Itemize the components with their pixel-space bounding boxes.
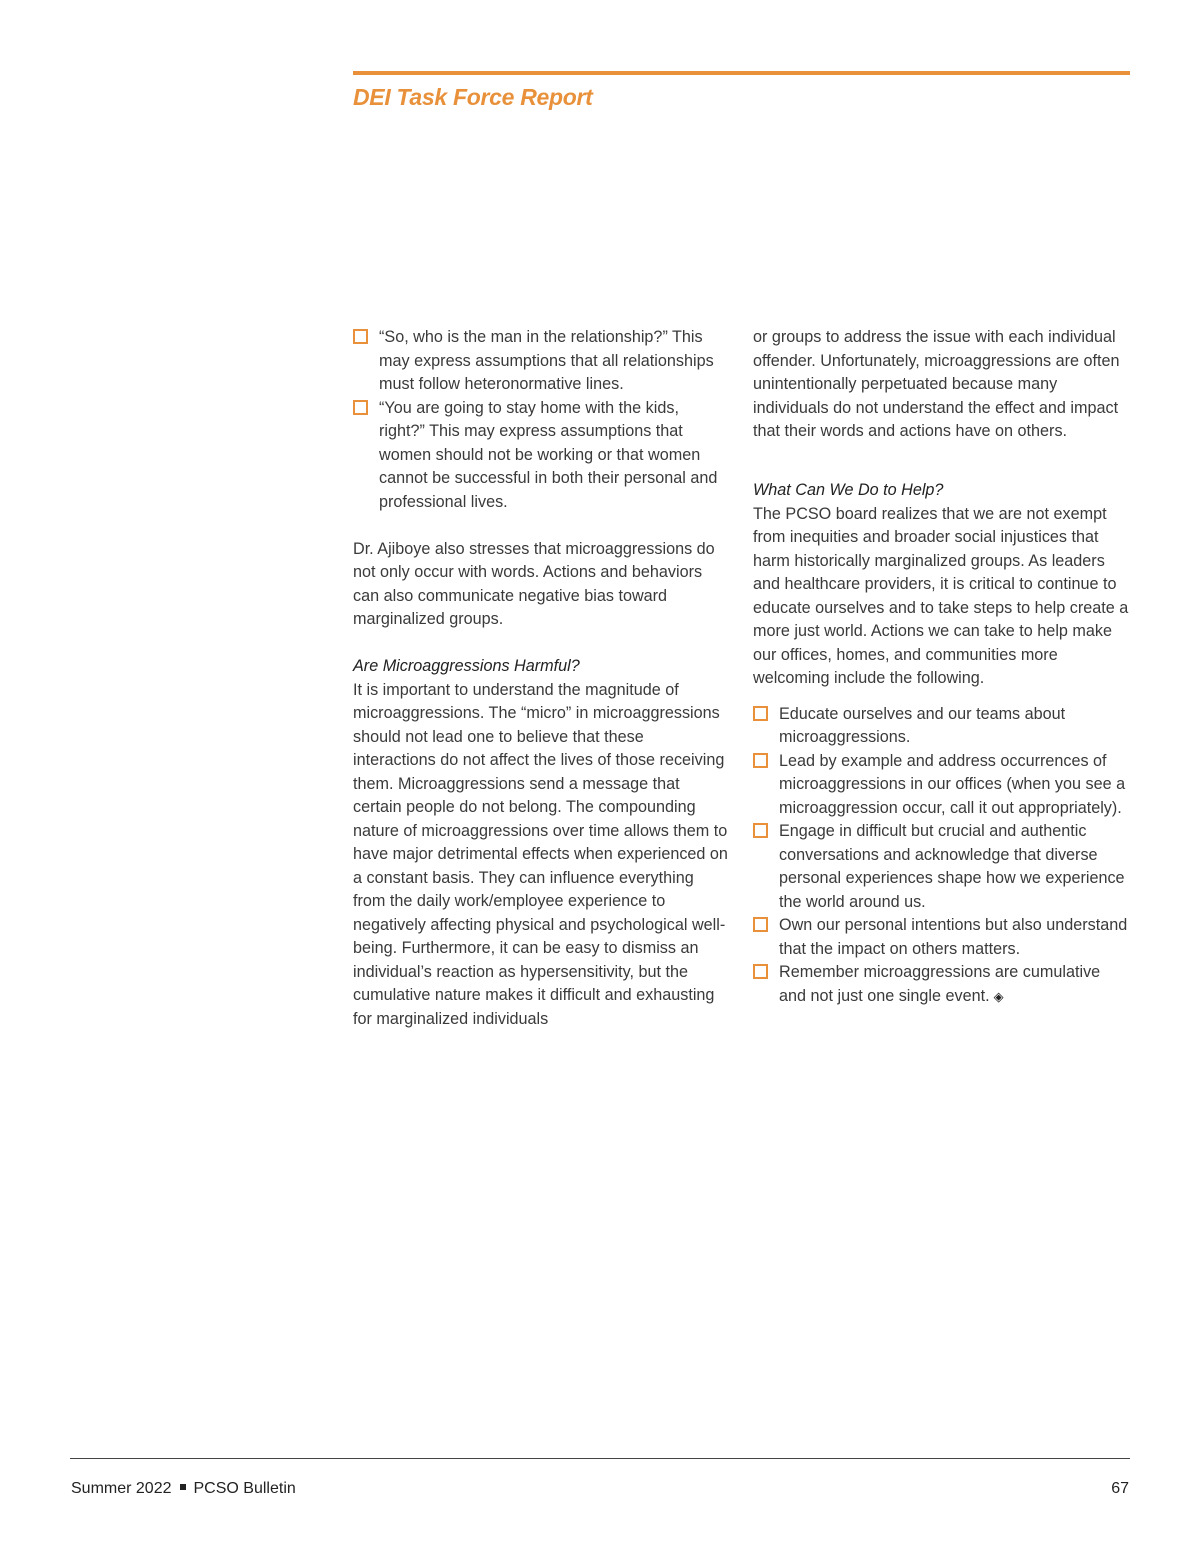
list-item-text: Remember microaggressions are cumulative and not just one single event. <box>779 963 1101 1005</box>
footer-issue: Summer 2022 <box>71 1480 172 1497</box>
list-item <box>753 820 1130 914</box>
list-item <box>753 703 1130 750</box>
list-item-text: Engage in difficult but crucial and authentic conversations and acknowledge that diverse personal experiences shape how we experience the world around us. <box>779 822 1125 911</box>
list-item-text: Educate ourselves and our teams about microaggressions. <box>779 704 1066 746</box>
checkbox-icon <box>753 964 768 979</box>
list-item-text: “So, who is the man in the relationship?” This may express assumptions that all relationships must follow heteronormative lines. <box>379 328 714 393</box>
report-title: DEI Task Force Report <box>353 84 593 110</box>
end-of-article-icon: ◈ <box>993 988 1004 1004</box>
footer-rule <box>70 1458 1130 1459</box>
checkbox-icon <box>753 823 768 838</box>
page-number: 67 <box>1111 1480 1129 1497</box>
left-checklist <box>353 326 728 514</box>
checkbox-icon <box>753 753 768 768</box>
body-paragraph: It is important to understand the magnitude of microaggressions. The “micro” in microaggressions should not lead one to believe that these interactions do not affect the lives of those receiving them. Microaggressions send a message that certain people do not belong. The compounding nature of microaggressions over time allows them to have major detrimental effects when experienced on a constant basis. They can influence everything from the daily work/employee experience to negatively affecting physical and psychological well-being. Furthermore, it can be easy to dismiss an individual’s reaction as hypersensitivity, but the cumulative nature makes it difficult and exhausting for marginalized individuals <box>353 680 728 1028</box>
checkbox-icon <box>753 706 768 721</box>
list-item-text: Own our personal intentions but also understand that the impact on others matters. <box>779 916 1128 958</box>
body-paragraph: Dr. Ajiboye also stresses that microaggressions do not only occur with words. Actions and behaviors can also communicate negative bias toward marginalized groups. <box>353 539 715 628</box>
checkbox-icon <box>753 917 768 932</box>
right-checklist <box>753 703 1130 1009</box>
checkbox-icon <box>353 400 368 415</box>
square-bullet-icon <box>180 1484 186 1490</box>
body-paragraph: The PCSO board realizes that we are not exempt from inequities and broader social injustices that harm historically marginalized groups. As leaders and healthcare providers, it is critical to continue to educate ourselves and to take steps to help create a more just world. Actions we can take to help make our offices, homes, and communities more welcoming include the following. <box>753 504 1129 687</box>
list-item-text: “You are going to stay home with the kids, right?” This may express assumptions that women should not be working or that women cannot be successful in both their personal and professional lives. <box>379 398 718 511</box>
section-subheading: Are Microaggressions Harmful? <box>353 657 580 675</box>
body-paragraph: or groups to address the issue with each individual offender. Unfortunately, microaggressions are often unintentionally perpetuated because many individuals do not understand the effect and impact that their words and actions have on others. <box>753 328 1120 440</box>
checkbox-icon <box>353 329 368 344</box>
list-item <box>753 750 1130 821</box>
left-column <box>353 326 728 1031</box>
list-item <box>353 397 728 515</box>
list-item <box>753 914 1130 961</box>
list-item-text: Lead by example and address occurrences of microaggressions in our offices (when you see a microaggression occur, call it out appropriately). <box>779 751 1126 817</box>
list-item <box>353 326 728 397</box>
header-rule <box>353 71 1130 75</box>
footer-publication: PCSO Bulletin <box>193 1480 296 1497</box>
section-subheading: What Can We Do to Help? <box>753 481 944 499</box>
footer-issue-line <box>71 1480 296 1498</box>
right-column <box>753 326 1130 1008</box>
list-item <box>753 961 1130 1008</box>
